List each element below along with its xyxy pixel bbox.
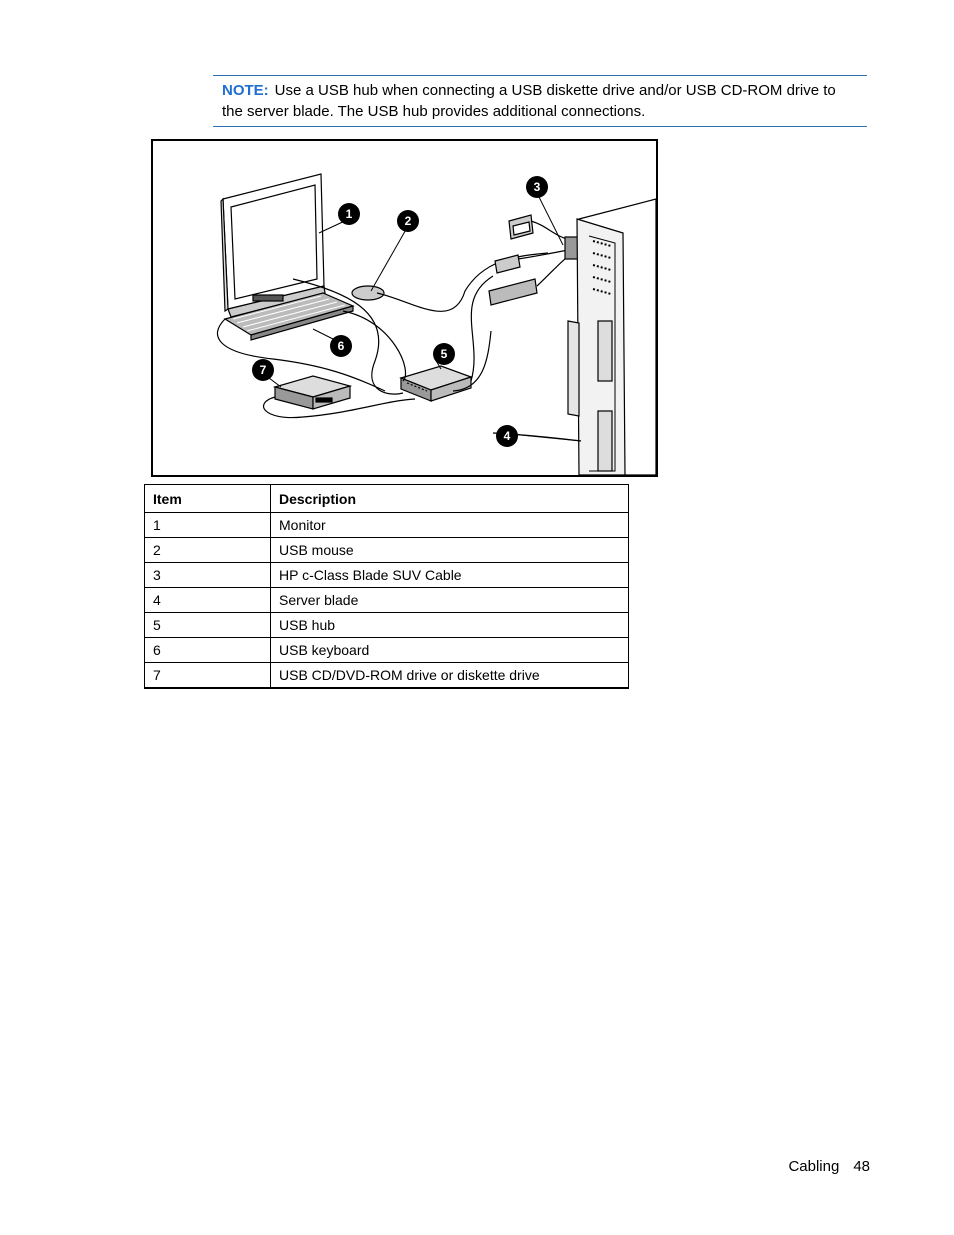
table-row [145,638,629,663]
cd-drive-illustration [275,376,350,409]
table-row [145,588,629,613]
cabling-diagram [151,139,658,477]
footer-section-title: Cabling [788,1158,840,1175]
description-cell: USB keyboard [271,638,629,663]
callout-6 [330,335,352,357]
item-cell: 2 [145,538,271,563]
description-cell: Monitor [271,513,629,538]
page-number: 48 [853,1158,870,1175]
description-cell: USB hub [271,613,629,638]
description-cell: USB CD/DVD-ROM drive or diskette drive [271,663,629,688]
callout-3 [526,176,548,198]
cabling-illustration [153,141,656,475]
svg-text:2: 2 [404,214,412,228]
item-cell: 1 [145,513,271,538]
note-text: Use a USB hub when connecting a USB diskette drive and/or USB CD-ROM drive to the server blade. The USB hub provides additional connections. [222,82,836,120]
callout-1 [338,203,360,225]
svg-text:5: 5 [440,347,448,361]
item-cell: 5 [145,613,271,638]
column-header-item: Item [145,485,271,513]
item-cell: 6 [145,638,271,663]
description-cell: HP c-Class Blade SUV Cable [271,563,629,588]
svg-text:4: 4 [503,429,511,443]
note-box [213,75,867,127]
svg-text:6: 6 [337,339,345,353]
svg-text:7: 7 [259,363,267,377]
page-footer [788,1158,870,1175]
callout-4 [496,425,518,447]
callout-7 [252,359,274,381]
item-cell: 3 [145,563,271,588]
callout-2 [397,210,419,232]
table-row [145,563,629,588]
note-label: NOTE: [222,82,269,99]
item-cell: 4 [145,588,271,613]
item-description-table [144,484,629,689]
item-cell: 7 [145,663,271,688]
description-cell: Server blade [271,588,629,613]
callout-5 [433,343,455,365]
table-row [145,538,629,563]
monitor-illustration [221,174,325,317]
suv-cable-connectors [489,215,581,305]
table-row [145,613,629,638]
svg-text:3: 3 [533,180,541,194]
table-row [145,513,629,538]
table-header-row [145,485,629,513]
svg-text:1: 1 [345,207,353,221]
column-header-description: Description [271,485,629,513]
table-row [145,663,629,688]
usb-hub-illustration [401,366,471,401]
description-cell: USB mouse [271,538,629,563]
